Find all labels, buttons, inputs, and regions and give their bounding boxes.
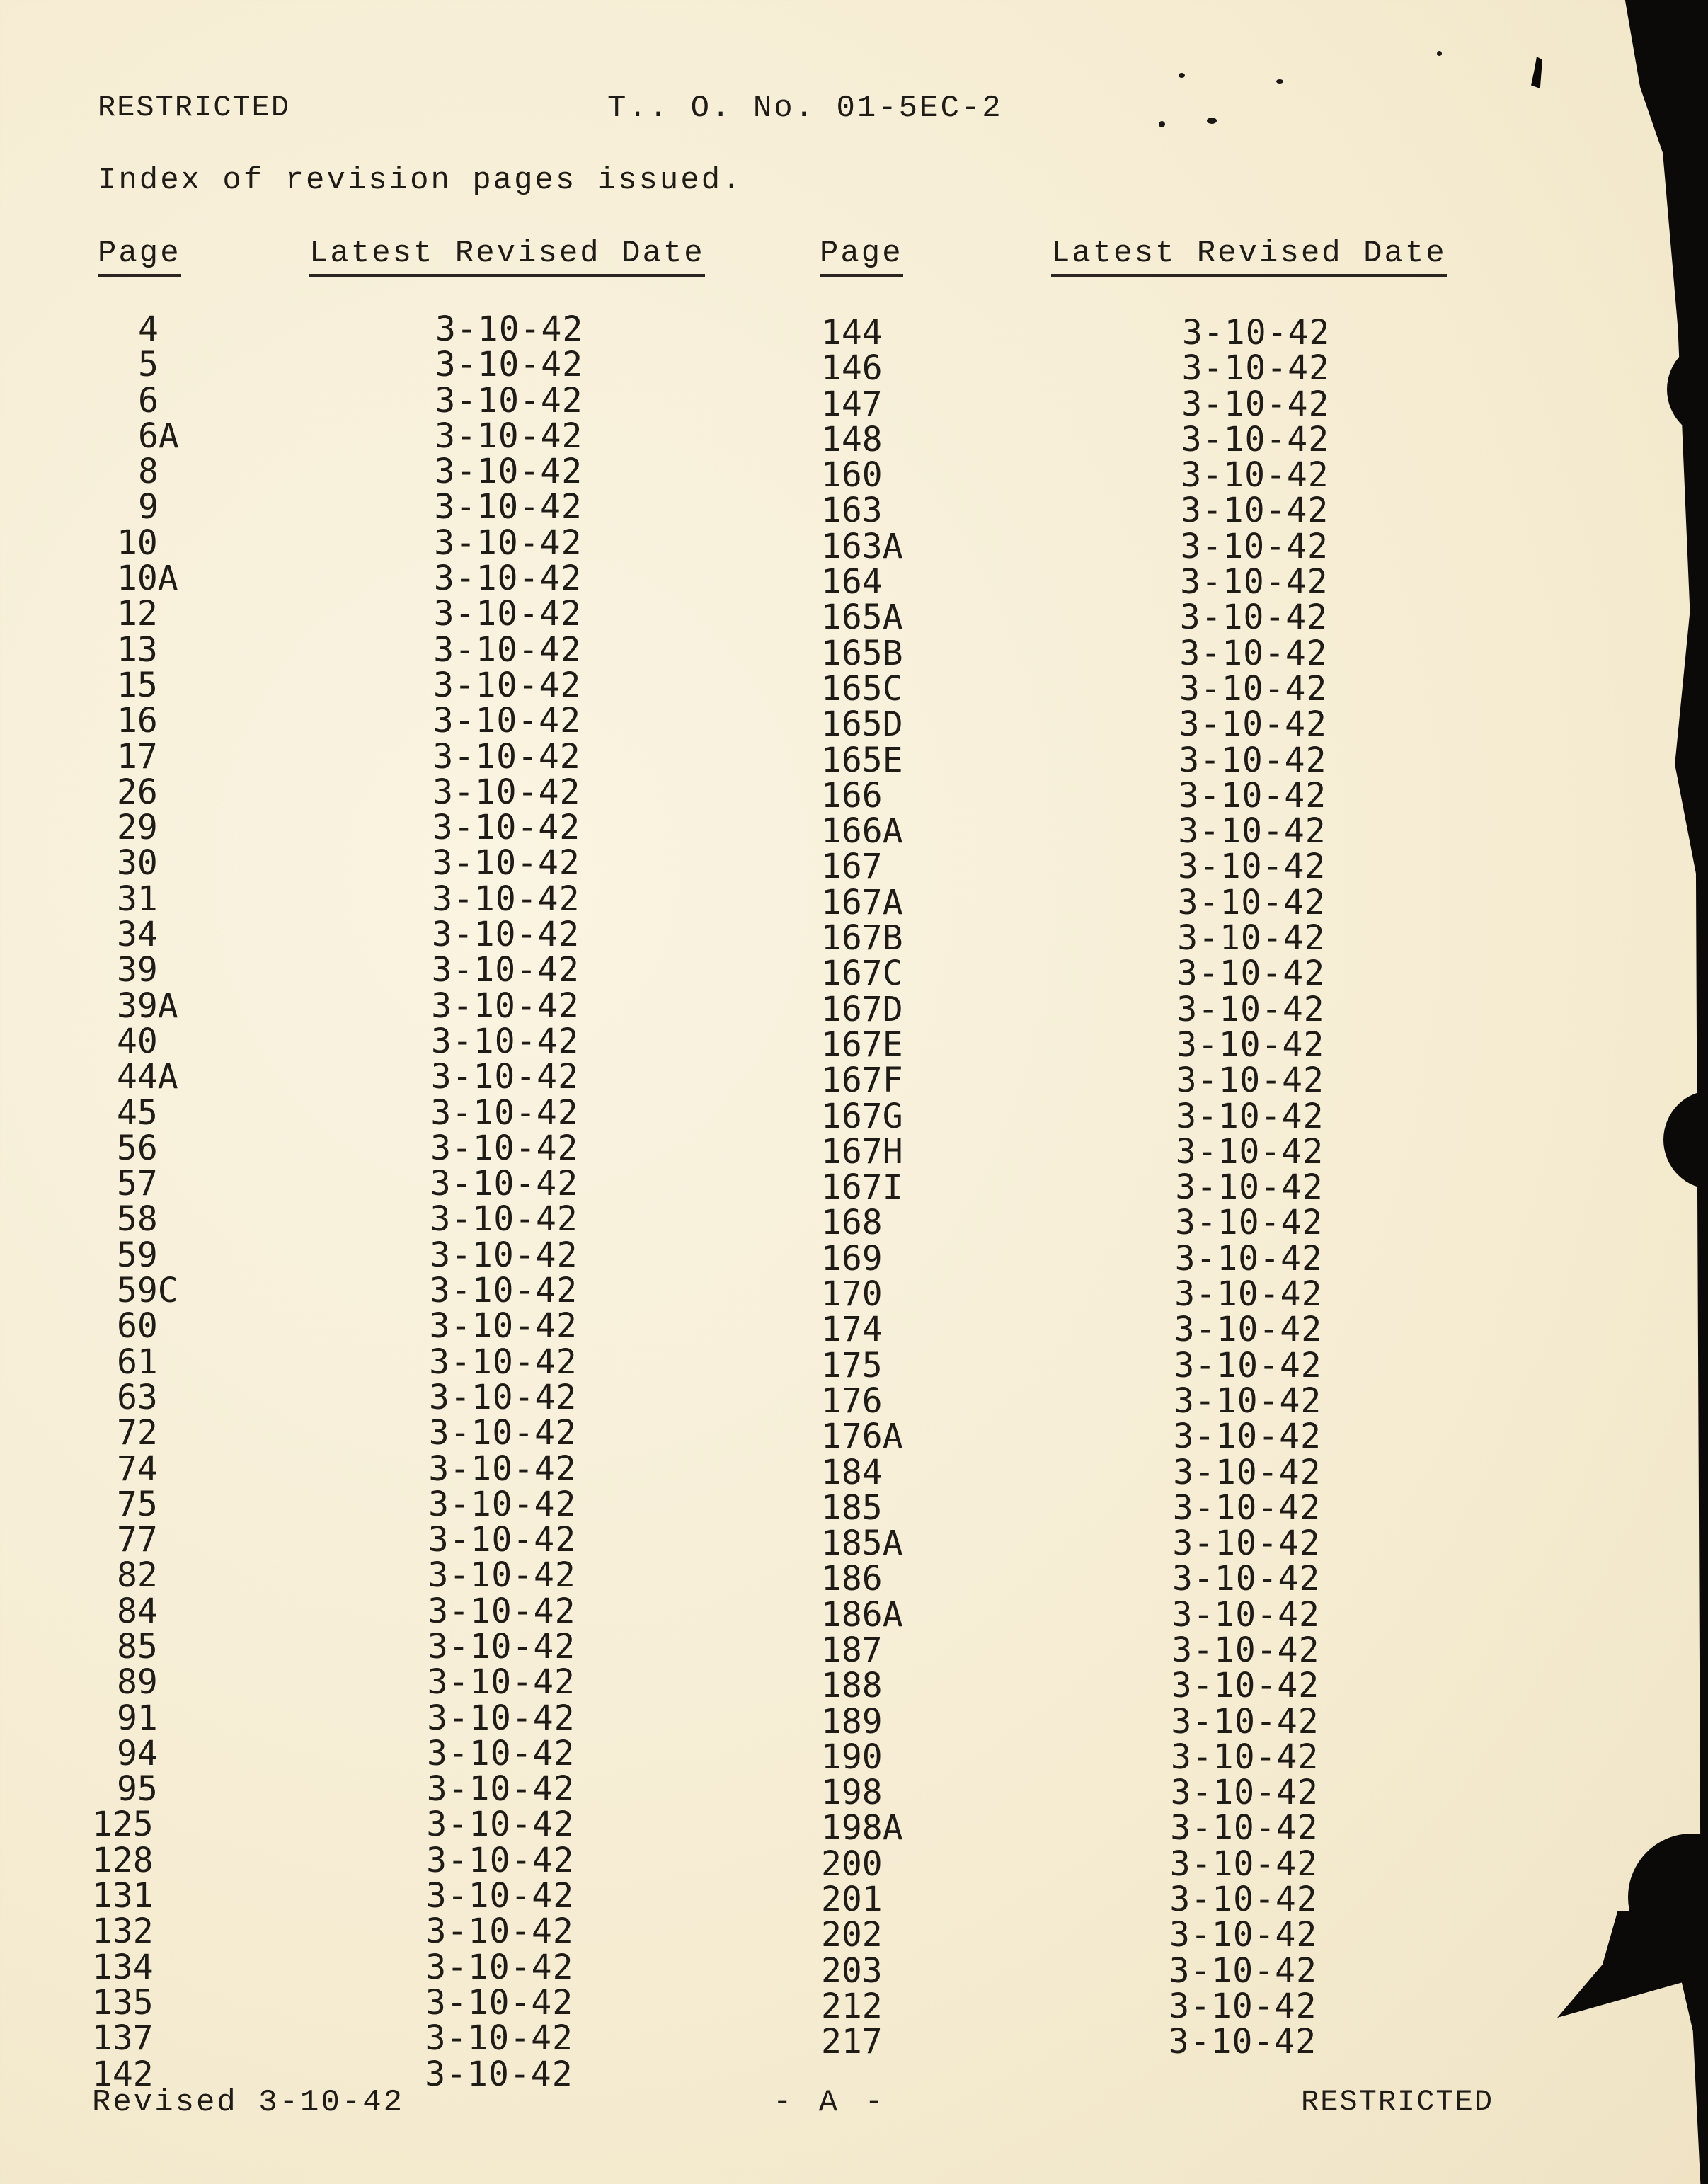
table-row <box>0 668 1486 709</box>
footer-revised-date: Revised 3-10-42 <box>92 2085 405 2120</box>
revised-date: 3-10-42 <box>430 1128 579 1168</box>
revised-date: 3-10-42 <box>1171 1701 1319 1742</box>
right-revision-list <box>0 315 1486 2060</box>
punch-hole-middle <box>1663 1090 1708 1189</box>
page-number: 165C <box>821 668 903 709</box>
table-row <box>0 348 1486 389</box>
revised-date: 3-10-42 <box>1172 1523 1321 1564</box>
footer-classification: RESTRICTED <box>1301 2085 1494 2119</box>
page-number: 91 <box>117 1698 158 1738</box>
page-number: 188 <box>821 1666 883 1706</box>
page-number: 147 <box>821 384 883 424</box>
revised-date: 3-10-42 <box>1171 1594 1320 1635</box>
revised-date: 3-10-42 <box>1179 598 1329 638</box>
page-number: 165B <box>821 633 903 673</box>
revised-date: 3-10-42 <box>1169 1843 1319 1884</box>
revised-date: 3-10-42 <box>425 1911 574 1952</box>
page-number: 6A <box>138 416 179 456</box>
revised-date: 3-10-42 <box>431 985 580 1026</box>
page-number: 17 <box>117 736 158 777</box>
page-number: 165D <box>821 704 903 745</box>
revised-date: 3-10-42 <box>1171 1666 1320 1706</box>
page-number: 95 <box>117 1769 158 1809</box>
page-number: 166 <box>821 775 883 816</box>
revised-date: 3-10-42 <box>1179 704 1327 745</box>
page-number: 190 <box>821 1737 883 1777</box>
revised-date: 3-10-42 <box>1170 1808 1319 1848</box>
revised-date: 3-10-42 <box>1176 1024 1325 1065</box>
table-row <box>0 1452 1486 1492</box>
revised-date: 3-10-42 <box>1169 1915 1318 1955</box>
revised-date: 3-10-42 <box>1178 775 1327 816</box>
page-number: 176A <box>821 1417 903 1457</box>
revised-date: 3-10-42 <box>1175 1167 1324 1208</box>
page-number: 170 <box>821 1274 883 1315</box>
revised-date: 3-10-42 <box>1181 455 1329 496</box>
revised-date: 3-10-42 <box>427 1626 576 1666</box>
page-number: 26 <box>117 772 158 812</box>
table-row <box>0 1310 1486 1350</box>
revised-date: 3-10-42 <box>430 1092 579 1133</box>
revised-date: 3-10-42 <box>1174 1345 1322 1385</box>
table-row <box>0 526 1486 566</box>
header-classification: RESTRICTED <box>98 91 291 125</box>
table-row <box>0 954 1486 994</box>
footer-page-letter: - A - <box>773 2085 888 2120</box>
table-row <box>0 1024 1486 1065</box>
revised-date: 3-10-42 <box>425 1982 574 2023</box>
table-row <box>0 598 1486 638</box>
revised-date: 3-10-42 <box>1174 1238 1323 1279</box>
revised-date: 3-10-42 <box>432 843 580 884</box>
page-number: 166A <box>821 811 903 852</box>
page-number: 200 <box>821 1843 883 1884</box>
page-number: 167A <box>821 882 903 922</box>
table-row <box>0 1060 1486 1101</box>
page-number: 6 <box>138 380 159 421</box>
table-row <box>0 455 1486 496</box>
page-number: 10 <box>117 522 158 563</box>
revised-date: 3-10-42 <box>431 950 580 990</box>
revised-date: 3-10-42 <box>433 594 582 634</box>
page-number: 45 <box>117 1092 158 1133</box>
page-number: 5 <box>138 345 159 385</box>
table-row <box>0 633 1486 673</box>
revised-date: 3-10-42 <box>425 1876 575 1916</box>
table-row <box>0 384 1486 424</box>
table-row <box>0 1131 1486 1172</box>
revised-date: 3-10-42 <box>435 345 583 385</box>
revised-date: 3-10-42 <box>429 1342 578 1382</box>
table-row <box>0 1345 1486 1385</box>
table-row <box>0 1950 1486 1991</box>
ink-speck <box>1276 79 1283 84</box>
page-number: 164 <box>821 562 883 602</box>
table-row <box>0 1843 1486 1884</box>
table-row <box>0 1523 1486 1564</box>
page-number: 125 <box>92 1805 154 1845</box>
ink-speck <box>1207 118 1217 124</box>
page-number: 163 <box>821 491 883 531</box>
page-number: 74 <box>117 1448 158 1489</box>
page-number: 203 <box>821 1950 883 1991</box>
revised-date: 3-10-42 <box>1176 989 1325 1029</box>
page-number: 186A <box>821 1594 903 1635</box>
page-number: 137 <box>92 2018 154 2059</box>
page-number: 34 <box>117 915 158 955</box>
revised-date: 3-10-42 <box>1178 847 1326 887</box>
revised-date: 3-10-42 <box>428 1448 577 1489</box>
revised-date: 3-10-42 <box>429 1306 578 1347</box>
page-number: 44A <box>117 1057 178 1097</box>
table-row <box>0 564 1486 600</box>
page-number: 212 <box>821 1986 883 2026</box>
revised-date: 3-10-42 <box>430 1057 579 1097</box>
table-row <box>0 1773 1486 1813</box>
revised-date: 3-10-42 <box>427 1662 575 1703</box>
page-number: 15 <box>117 665 158 705</box>
ink-speck <box>1179 73 1185 78</box>
page-number: 165A <box>821 598 903 638</box>
revised-date: 3-10-42 <box>430 1199 578 1240</box>
revised-date: 3-10-42 <box>1173 1452 1322 1492</box>
revised-date: 3-10-42 <box>1174 1274 1323 1315</box>
page-number: 142 <box>92 2054 154 2094</box>
page-number: 135 <box>92 1982 154 2023</box>
table-row <box>0 1380 1486 1421</box>
revised-date: 3-10-42 <box>1181 348 1330 389</box>
table-row <box>0 1238 1486 1279</box>
revised-date: 3-10-42 <box>426 1805 575 1845</box>
page-number: 184 <box>821 1452 883 1492</box>
page-number: 30 <box>117 843 158 884</box>
revised-date: 3-10-42 <box>430 1164 579 1204</box>
revised-date: 3-10-42 <box>1176 1096 1324 1136</box>
page-number: 160 <box>821 455 883 496</box>
revised-date: 3-10-42 <box>1180 562 1329 602</box>
page-number: 167G <box>821 1096 903 1136</box>
page-number: 167I <box>821 1167 903 1208</box>
page-number: 189 <box>821 1701 883 1742</box>
revised-date: 3-10-42 <box>1178 811 1326 852</box>
revised-date: 3-10-42 <box>1181 491 1329 531</box>
revised-date: 3-10-42 <box>427 1733 575 1773</box>
page-number: 85 <box>117 1626 158 1666</box>
header-tech-order-number: T.. O. No. 01-5EC-2 <box>607 91 1003 126</box>
page-number: 134 <box>92 1947 154 1987</box>
page-number: 198 <box>821 1773 883 1813</box>
page-number: 61 <box>117 1342 158 1382</box>
page-number: 167B <box>821 918 903 959</box>
table-row <box>0 989 1486 1029</box>
revised-date: 3-10-42 <box>1180 526 1329 566</box>
right-date-column-header: Latest Revised Date <box>1051 236 1447 277</box>
table-row <box>0 1701 1486 1742</box>
revised-date: 3-10-42 <box>432 879 580 919</box>
table-row <box>0 740 1486 780</box>
page-number: 60 <box>117 1306 158 1347</box>
revised-date: 3-10-42 <box>1169 1950 1317 1991</box>
table-row <box>0 918 1486 959</box>
page-number: 186 <box>821 1559 883 1599</box>
revised-date: 3-10-42 <box>1174 1380 1322 1421</box>
revised-date: 3-10-42 <box>425 2054 573 2094</box>
page-number: 16 <box>117 701 158 741</box>
left-date-column-header: Latest Revised Date <box>309 236 705 277</box>
revised-date: 3-10-42 <box>428 1555 576 1596</box>
revised-date: 3-10-42 <box>433 665 582 705</box>
page-number: 165E <box>821 740 903 780</box>
table-row <box>0 1666 1486 1706</box>
table-row <box>0 491 1486 531</box>
left-page-column-header: Page <box>98 236 181 277</box>
revised-date: 3-10-42 <box>435 309 584 349</box>
page-number: 146 <box>821 348 883 389</box>
page-number: 174 <box>821 1310 883 1350</box>
table-row <box>0 1986 1486 2026</box>
revised-date: 3-10-42 <box>427 1698 575 1738</box>
revised-date: 3-10-42 <box>1177 918 1326 959</box>
revised-date: 3-10-42 <box>429 1377 578 1417</box>
revised-date: 3-10-42 <box>1179 740 1327 780</box>
page-number: 59 <box>117 1235 158 1275</box>
revised-date: 3-10-42 <box>1169 1986 1317 2026</box>
page-number: 31 <box>117 879 158 919</box>
revised-date: 3-10-42 <box>428 1413 577 1453</box>
page-number: 176 <box>821 1380 883 1421</box>
page-number: 202 <box>821 1915 883 1955</box>
page-number: 13 <box>117 629 158 670</box>
page-number: 39 <box>117 950 158 990</box>
page-number: 167C <box>821 954 903 994</box>
revised-date: 3-10-42 <box>429 1271 578 1311</box>
revised-date: 3-10-42 <box>430 1235 578 1275</box>
revised-date: 3-10-42 <box>435 416 583 456</box>
revised-date: 3-10-42 <box>428 1484 577 1524</box>
revised-date: 3-10-42 <box>1171 1630 1320 1670</box>
revised-date: 3-10-42 <box>1175 1131 1324 1172</box>
table-row <box>0 1880 1486 1920</box>
revised-date: 3-10-42 <box>1181 419 1330 459</box>
revised-date: 3-10-42 <box>432 736 581 777</box>
table-row <box>0 1487 1486 1528</box>
page-number: 185 <box>821 1487 883 1528</box>
page-number: 59C <box>117 1271 178 1311</box>
revised-date: 3-10-42 <box>432 772 581 812</box>
page-number: 63 <box>117 1377 158 1417</box>
table-row <box>0 1274 1486 1315</box>
punch-hole-top <box>1667 340 1708 439</box>
table-row <box>0 313 1486 353</box>
page-number: 10A <box>117 559 178 599</box>
page-number: 175 <box>821 1345 883 1385</box>
page-number: 56 <box>117 1128 158 1168</box>
table-row <box>0 882 1486 922</box>
page-number: 94 <box>117 1733 158 1773</box>
page-number: 167 <box>821 847 883 887</box>
page-number: 39A <box>117 985 178 1026</box>
page-number: 77 <box>117 1520 158 1560</box>
page-number: 29 <box>117 808 158 848</box>
ink-mark <box>1531 57 1542 88</box>
revised-date: 3-10-42 <box>1170 1773 1319 1813</box>
page-number: 75 <box>117 1484 158 1524</box>
page-number: 167F <box>821 1060 903 1101</box>
page-number: 89 <box>117 1662 158 1703</box>
page-number: 198A <box>821 1808 903 1848</box>
page-number: 72 <box>117 1413 158 1453</box>
page-number: 132 <box>92 1911 154 1952</box>
revised-date: 3-10-42 <box>1174 1310 1323 1350</box>
page-number: 12 <box>117 594 158 634</box>
revised-date: 3-10-42 <box>434 452 583 492</box>
revised-date: 3-10-42 <box>425 1947 574 1987</box>
page-number: 168 <box>821 1203 883 1243</box>
revised-date: 3-10-42 <box>432 808 581 848</box>
table-row <box>0 1203 1486 1243</box>
revised-date: 3-10-42 <box>426 1769 575 1809</box>
revised-date: 3-10-42 <box>434 487 583 527</box>
revised-date: 3-10-42 <box>1172 1559 1321 1599</box>
revised-date: 3-10-42 <box>425 2018 573 2059</box>
page-number: 217 <box>821 2022 883 2062</box>
revised-date: 3-10-42 <box>1175 1203 1324 1243</box>
revised-date: 3-10-42 <box>1176 1060 1324 1101</box>
revised-date: 3-10-42 <box>1169 1880 1318 1920</box>
table-row <box>0 1417 1486 1457</box>
table-row <box>0 1594 1486 1635</box>
revised-date: 3-10-42 <box>435 380 583 421</box>
page-number: 84 <box>117 1591 158 1631</box>
right-page-column-header: Page <box>820 236 903 277</box>
page-number: 144 <box>821 313 883 353</box>
page-number: 4 <box>138 309 159 349</box>
page-number: 169 <box>821 1238 883 1279</box>
revised-date: 3-10-42 <box>432 701 581 741</box>
table-row <box>0 704 1486 745</box>
page-number: 40 <box>117 1021 158 1061</box>
page-number: 148 <box>821 419 883 459</box>
table-row <box>0 847 1486 887</box>
page-number: 8 <box>138 452 159 492</box>
table-row <box>0 775 1486 816</box>
page-number: 58 <box>117 1199 158 1240</box>
revised-date: 3-10-42 <box>1176 954 1326 994</box>
page-number: 57 <box>117 1164 158 1204</box>
revised-date: 3-10-42 <box>1171 1737 1319 1777</box>
table-row <box>0 2022 1486 2062</box>
ink-speck <box>1437 51 1442 56</box>
revised-date: 3-10-42 <box>1177 882 1326 922</box>
page-number: 185A <box>821 1523 903 1564</box>
table-row <box>0 419 1486 459</box>
table-row <box>0 1167 1486 1208</box>
revised-date: 3-10-42 <box>1173 1417 1322 1457</box>
page-number: 163A <box>821 526 903 566</box>
page-number: 131 <box>92 1876 154 1916</box>
revised-date: 3-10-42 <box>1181 384 1330 424</box>
page-number: 167D <box>821 989 903 1029</box>
revised-date: 3-10-42 <box>433 629 582 670</box>
revised-date: 3-10-42 <box>428 1520 577 1560</box>
table-row <box>0 1917 1486 1953</box>
page-number: 167E <box>821 1024 903 1065</box>
table-row <box>0 1559 1486 1599</box>
page-number: 187 <box>821 1630 883 1670</box>
revised-date: 3-10-42 <box>1168 2022 1317 2062</box>
page-number: 9 <box>138 487 159 527</box>
revised-date: 3-10-42 <box>431 915 580 955</box>
table-row <box>0 1810 1486 1846</box>
revised-date: 3-10-42 <box>428 1591 576 1631</box>
revised-date: 3-10-42 <box>1182 313 1331 353</box>
index-title: Index of revision pages issued. <box>98 163 743 198</box>
revised-date: 3-10-42 <box>1179 633 1328 673</box>
page-number: 128 <box>92 1840 154 1880</box>
revised-date: 3-10-42 <box>433 559 583 599</box>
table-row <box>0 811 1486 852</box>
page-number: 201 <box>821 1880 883 1920</box>
torn-corner-bottom <box>1557 1911 1708 2018</box>
table-row <box>0 1096 1486 1136</box>
revised-date: 3-10-42 <box>1172 1487 1322 1528</box>
table-row <box>0 1630 1486 1670</box>
page-number: 167H <box>821 1131 903 1172</box>
page-number: 82 <box>117 1555 158 1596</box>
table-row <box>0 1739 1486 1775</box>
revised-date: 3-10-42 <box>434 522 583 563</box>
ink-speck <box>1159 121 1165 127</box>
revised-date: 3-10-42 <box>431 1021 580 1061</box>
revised-date: 3-10-42 <box>426 1840 575 1880</box>
revised-date: 3-10-42 <box>1179 668 1328 709</box>
